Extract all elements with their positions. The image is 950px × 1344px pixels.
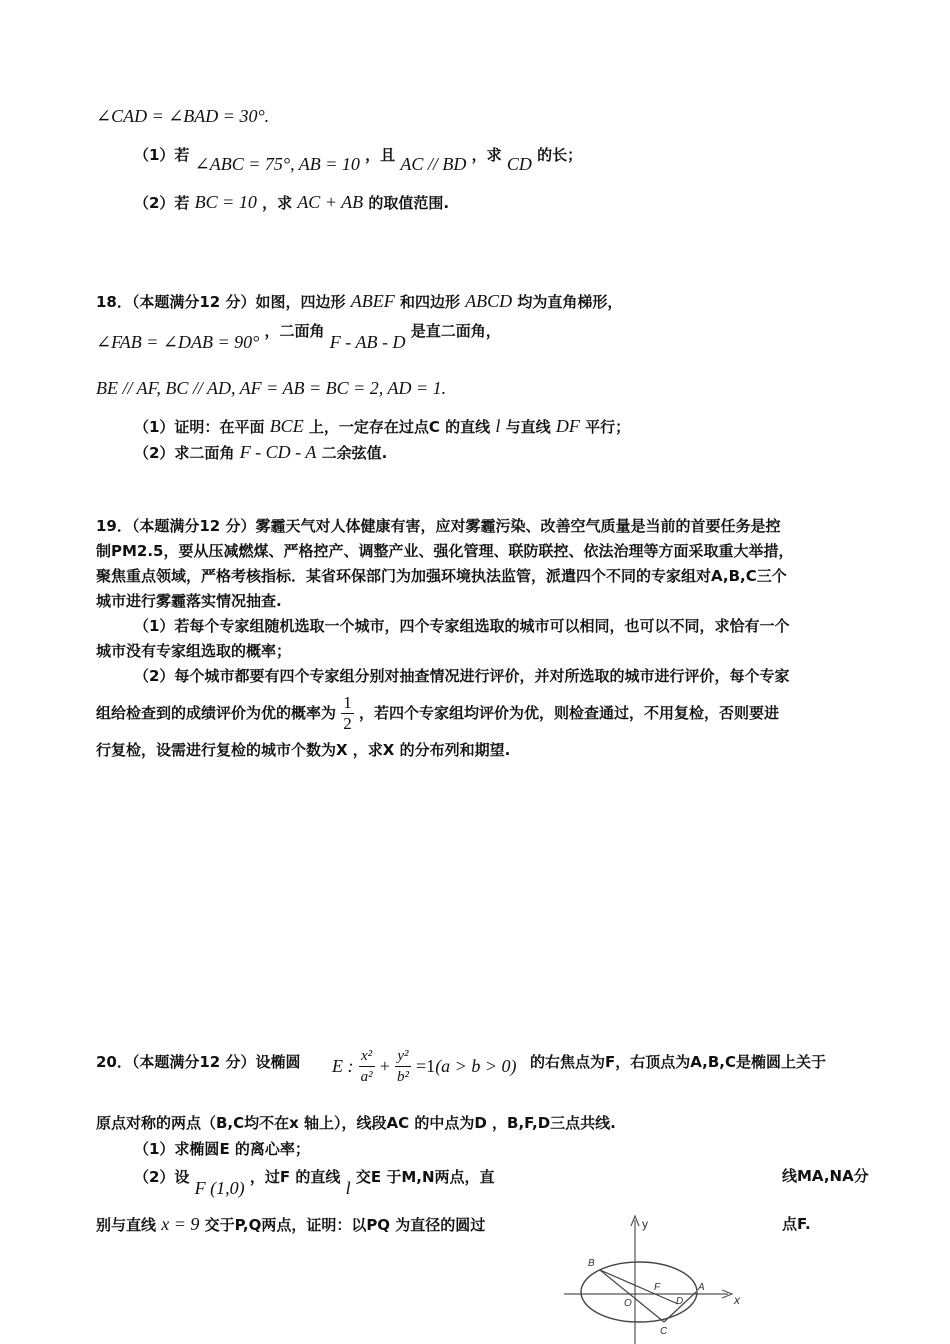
p19-line-8: 组给检查到的成绩评价为优的概率为 $\frac{1}{2}$ ，若四个专家组均评价为优，则检查通过，不用复检，否则要进 [96,693,779,733]
p17-question-2: （2）若 BC = 10 ，求 AC + AB 的取值范围. [134,192,450,212]
p19-line-3: 聚焦重点领域，严格考核指标．某省环保部门为加强环境执法监管，派遣四个不同的专家组对A,B,C三个 [96,567,787,585]
label-f: F [654,1282,661,1293]
label-d: D [676,1296,684,1307]
label-c: C [660,1326,668,1337]
label-o: O [624,1298,632,1309]
p20-line-2: 原点对称的两点（B,C均不在x 轴上），线段AC 的中点为D ，B,F,D三点共线. [96,1114,616,1132]
p18-line-2: ∠FAB = ∠DAB = 90° ，二面角 F - AB - D 是直二面角， [96,322,501,352]
p18-heading: 18．（本题满分12 分）如图，四边形 ABEF 和四边形 ABCD 均为直角梯形， [96,291,623,311]
p18-question-2: （2）求二面角 F - CD - A 二余弦值. [134,442,388,462]
ellipse-curve [581,1262,697,1322]
label-x: x [734,1293,740,1307]
p20-question-2: （2）设 F (1,0) ，过F 的直线 l 交E 于M,N两点，直 [134,1168,495,1198]
p18-line-3: BE // AF, BC // AD, AF = AB = BC = 2, AD = 1. [96,378,447,398]
p20-heading: 20．（本题满分12 分）设椭圆 [96,1053,301,1071]
p20-question-2-right: 线MA,NA分 [782,1167,869,1185]
p20-heading-post: 的右焦点为F，右顶点为A,B,C是椭圆上关于 [530,1053,826,1071]
p19-line-2: 制PM2.5，要从压减燃煤、严格控产、调整产业、强化管理、联防联控、依法治理等方面采取重大举措， [96,542,794,560]
p17-question-1: （1）若 ∠ABC = 75°, AB = 10 ，且 AC // BD ，求 CD 的长； [134,146,583,174]
p20-line-4-right: 点F. [782,1215,811,1233]
segment-bc [600,1270,664,1322]
p18-question-1: （1）证明：在平面 BCE 上，一定存在过点C 的直线 l 与直线 DF 平行； [134,416,631,436]
p19-line-9: 行复检，设需进行复检的城市个数为X ，求X 的分布列和期望. [96,741,511,759]
p19-line-1: 19．（本题满分12 分）雾霾天气对人体健康有害，应对雾霾污染、改善空气质量是当前的首要任务是控 [96,517,781,535]
label-y: y [642,1217,648,1231]
p17-condition: ∠CAD = ∠BAD = 30°. [96,106,270,126]
segment-bd [600,1270,678,1304]
label-b: B [588,1258,595,1269]
label-a: A [698,1282,705,1293]
p19-question-2: （2）每个城市都要有四个专家组分别对抽查情况进行评价，并对所选取的城市进行评价，每个专家 [134,667,790,685]
ellipse-figure [556,1212,756,1344]
p19-question-1: （1）若每个专家组随机选取一个城市，四个专家组选取的城市可以相同，也可以不同，求恰有一个 [134,617,790,635]
p19-line-4: 城市进行雾霾落实情况抽查. [96,592,282,610]
p20-line-4: 别与直线 x = 9 交于P,Q两点，证明：以PQ 为直径的圆过 [96,1214,486,1234]
p19-line-6: 城市没有专家组选取的概率； [96,642,292,660]
fraction-one-half: $\frac{1}{2}$ [343,693,352,733]
ellipse-equation: E : $\frac{\text{x²}}{\text{a²}}$ + $\frac{\text{y²}}{\text{b²}}$ =1(a > b > 0) [332,1048,517,1085]
p20-question-1: （1）求椭圆E 的离心率； [134,1140,310,1158]
